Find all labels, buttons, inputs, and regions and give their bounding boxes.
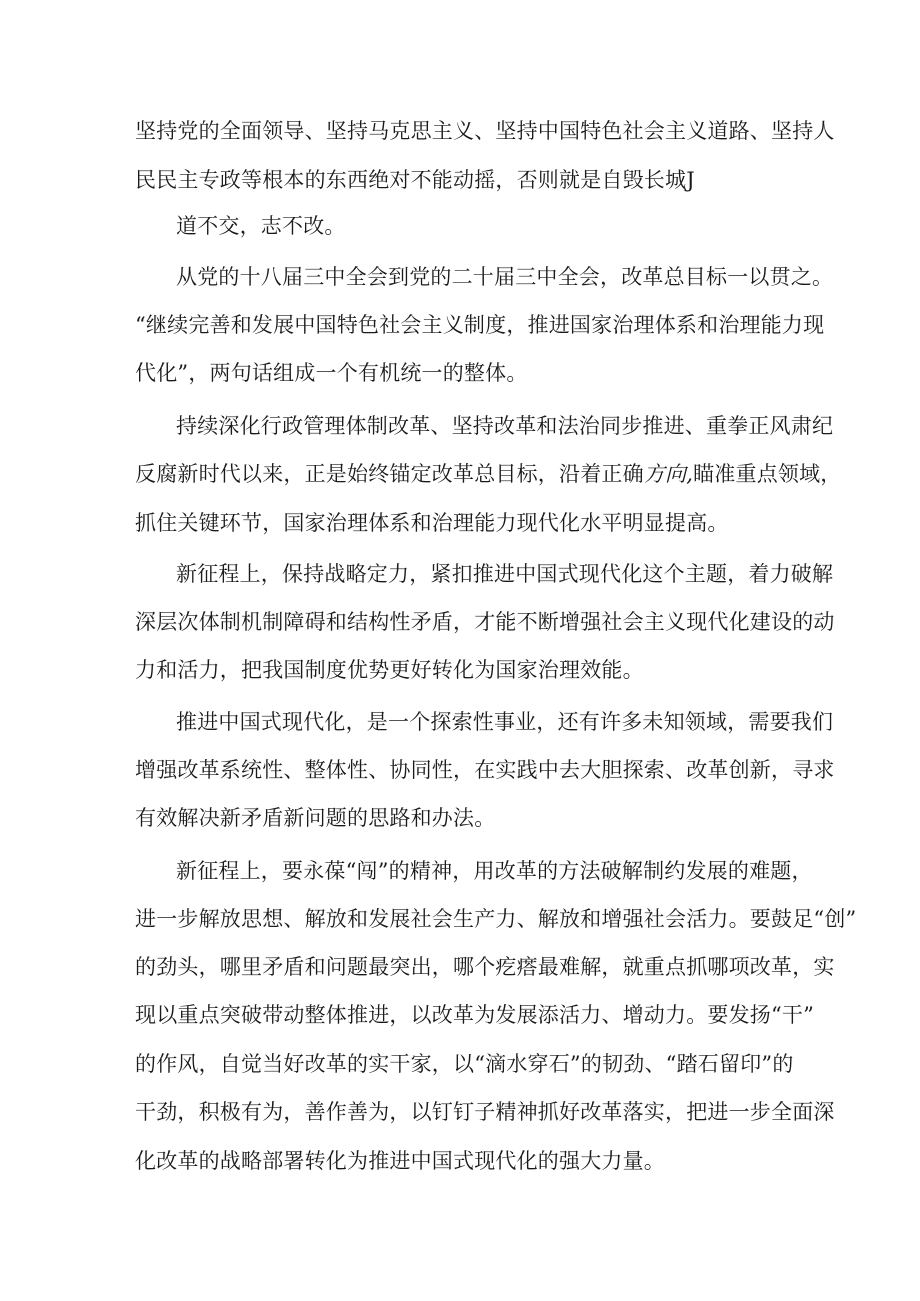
paragraph-3-line-2: “继续完善和发展中国特色社会主义制度，推进国家治理体系和治理能力现 — [135, 313, 825, 337]
paragraph-5-line-2: 深层次体制机制障碍和结构性矛盾，才能不断增强社会主义现代化建设的动 — [135, 610, 835, 634]
paragraph-7-line-3: 的劲头，哪里矛盾和问题最突出，哪个疙瘩最难解，就重点抓哪项改革，实 — [135, 955, 835, 979]
paragraph-7-line-4: 现以重点突破带动整体推进，以改革为发展添活力、增动力。要发扬“干” — [135, 1003, 815, 1027]
paragraph-4-line-2-italic: 方向, — [643, 462, 694, 486]
paragraph-5-line-1: 新征程上，保持战略定力，紧扣推进中国式现代化这个主题，着力破解 — [176, 562, 834, 586]
paragraph-6-line-3: 有效解决新矛盾新问题的思路和办法。 — [135, 806, 496, 830]
paragraph-4-line-1: 持续深化行政管理体制改革、坚持改革和法治同步推进、重拳正风肃纪 — [176, 414, 834, 438]
paragraph-7-line-6: 干劲，积极有为，善作善为，以钉钉子精神抓好改革落实，把进一步全面深 — [135, 1100, 835, 1124]
paragraph-1-line-1: 坚持党的全面领导、坚持马克思主义、坚持中国特色社会主义道路、坚持人 — [135, 119, 835, 143]
paragraph-4-line-2-text-a: 反腐新时代以来，正是始终锚定改革总目标，沿着正确 — [135, 462, 644, 486]
paragraph-4-line-2-text-b: 瞄准重点领域， — [693, 462, 842, 486]
paragraph-5-line-3: 力和活力，把我国制度优势更好转化为国家治理效能。 — [135, 658, 644, 682]
paragraph-3-line-1: 从党的十八届三中全会到党的二十届三中全会，改革总目标一以贯之。 — [176, 265, 834, 289]
paragraph-7-line-2: 进一步解放思想、解放和发展社会生产力、解放和增强社会活力。要鼓足“创” — [135, 907, 857, 931]
paragraph-6-line-2: 增强改革系统性、整体性、协同性，在实践中去大胆探索、改革创新，寻求 — [135, 758, 835, 782]
paragraph-6-line-1: 推进中国式现代化，是一个探索性事业，还有许多未知领域，需要我们 — [176, 710, 834, 734]
paragraph-3-line-3: 代化”，两句话组成一个有机统一的整体。 — [135, 361, 528, 385]
paragraph-1-line-2: 民民主专政等根本的东西绝对不能动摇，否则就是自毁长城J — [135, 168, 695, 192]
paragraph-7-line-1: 新征程上，要永葆“闯”的精神，用改革的方法破解制约发展的难题， — [176, 859, 813, 883]
paragraph-7-line-7: 化改革的战略部署转化为推进中国式现代化的强大力量。 — [135, 1149, 665, 1173]
paragraph-4-line-3: 抓住关键环节，国家治理体系和治理能力现代化水平明显提高。 — [135, 511, 729, 535]
paragraph-7-line-5: 的作风，自觉当好改革的实干家，以“滴水穿石”的韧劲、“踏石留印”的 — [135, 1052, 794, 1076]
paragraph-2-line-1: 道不交，志不改。 — [176, 214, 346, 238]
paragraph-4-line-2 — [135, 460, 842, 488]
